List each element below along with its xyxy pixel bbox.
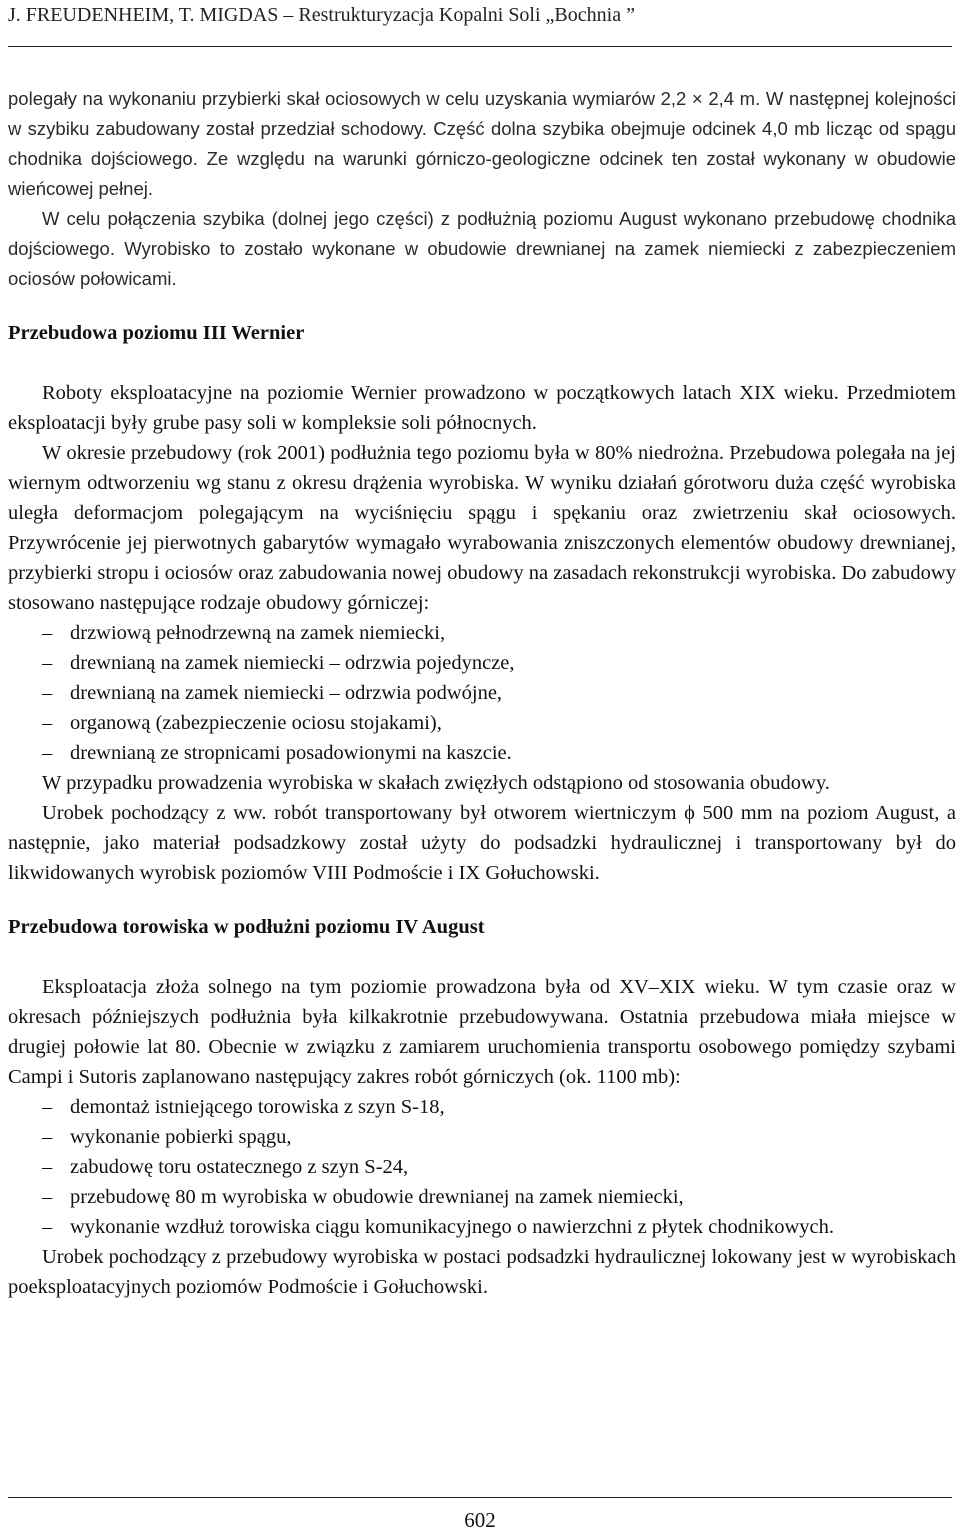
wernier-paragraph-3: W przypadku prowadzenia wyrobiska w skałach zwięzłych odstąpiono od stosowania obudowy. xyxy=(42,772,830,794)
dash-marker: – xyxy=(42,622,53,644)
august-paragraph-1: Eksploatacja złoża solnego na tym poziomie prowadzona była od XV–XIX wieku. W tym czasie oraz w okresach późniejszych podłużnia była kilkakrotnie przebudowywana. Ostatnia przebudowa miała miejsce w drugiej połowie lat 80. Obecnie w związku z zamiarem uruchomienia transportu osobowego pomiędzy szybami Campi i Sutoris zaplanowano następujący zakres robót górniczych (ok. 1100 mb): xyxy=(8,976,956,1088)
dash-marker: – xyxy=(42,652,53,674)
list-item: – zabudowę toru ostatecznego z szyn S-24, xyxy=(8,1152,956,1182)
list-item: – przebudowę 80 m wyrobiska w obudowie drewnianej na zamek niemiecki, xyxy=(8,1182,956,1212)
list-item: – drewnianą na zamek niemiecki – odrzwia pojedyncze, xyxy=(8,648,956,678)
wernier-paragraph-4: Urobek pochodzący z ww. robót transportowany był otworem wiertniczym ϕ 500 mm na poziom August, a następnie, jako materiał podsadzkowy został użyty do podsadzki hydraulicznej i transportowany był do likwidowanych wyrobisk poziomów VIII Podmoście i IX Gołuchowski. xyxy=(8,802,956,884)
list-item: – drewnianą ze stropnicami posadowionymi na kaszcie. xyxy=(8,738,956,768)
list-item: – wykonanie pobierki spągu, xyxy=(8,1122,956,1152)
section-heading-august: Przebudowa torowiska w podłużni poziomu IV August xyxy=(8,916,485,938)
header-rule xyxy=(8,46,952,47)
dash-marker: – xyxy=(42,1186,53,1208)
list-item: – wykonanie wzdłuż torowiska ciągu komunikacyjnego o nawierzchni z płytek chodnikowych. xyxy=(8,1212,956,1242)
page-body xyxy=(8,84,956,1302)
list-item: – drewnianą na zamek niemiecki – odrzwia podwójne, xyxy=(8,678,956,708)
dash-marker: – xyxy=(42,1126,53,1148)
dash-marker: – xyxy=(42,712,53,734)
running-header: J. FREUDENHEIM, T. MIGDAS – Restrukturyzacja Kopalni Soli „Bochnia ” xyxy=(8,4,635,26)
dash-marker: – xyxy=(42,742,53,764)
intro-paragraph-2: W celu połączenia szybika (dolnej jego części) z podłużnią poziomu August wykonano przebudowę chodnika dojściowego. Wyrobisko to zostało wykonane w obudowie drewnianej na zamek niemiecki z zabezpieczeniem ociosów połowicami. xyxy=(8,208,956,289)
dash-marker: – xyxy=(42,1156,53,1178)
wernier-paragraph-2: W okresie przebudowy (rok 2001) podłużnia tego poziomu była w 80% niedrożna. Przebudowa polegała na jej wiernym odtworzeniu wg stanu z okresu drążenia wyrobiska. W wyniku działań górotworu duża część wyrobiska uległa deformacjom polegającym na wyciśnięciu spągu i spękaniu oraz zwietrzeniu skał ociosowych. Przywrócenie jej pierwotnych gabarytów wymagało wyrabowania zniszczonych elementów obudowy drewnianej, przybierki stropu i ociosów oraz zabudowania nowej obudowy na zasadach rekonstrukcji wyrobiska. Do zabudowy stosowano następujące rodzaje obudowy górniczej: xyxy=(8,442,956,614)
page-number: 602 xyxy=(464,1508,496,1532)
wernier-support-list xyxy=(8,618,956,768)
list-item: – organową (zabezpieczenie ociosu stojakami), xyxy=(8,708,956,738)
list-item: – drzwiową pełnodrzewną na zamek niemiecki, xyxy=(8,618,956,648)
dash-marker: – xyxy=(42,1096,53,1118)
section-heading-wernier: Przebudowa poziomu III Wernier xyxy=(8,322,305,344)
dash-marker: – xyxy=(42,1216,53,1238)
august-works-list xyxy=(8,1092,956,1242)
intro-paragraph-1: polegały na wykonaniu przybierki skał ociosowych w celu uzyskania wymiarów 2,2 × 2,4 m. W następnej kolejności w szybiku zabudowany został przedział schodowy. Część dolna szybika obejmuje odcinek 4,0 mb licząc od spągu chodnika dojściowego. Ze względu na warunki górniczo-geologiczne odcinek ten został wykonany w obudowie wieńcowej pełnej. xyxy=(8,88,956,199)
list-item: – demontaż istniejącego torowiska z szyn S-18, xyxy=(8,1092,956,1122)
dash-marker: – xyxy=(42,682,53,704)
wernier-paragraph-1: Roboty eksploatacyjne na poziomie Wernier prowadzono w początkowych latach XIX wieku. Przedmiotem eksploatacji były grube pasy soli w kompleksie soli północnych. xyxy=(8,382,956,434)
august-paragraph-2: Urobek pochodzący z przebudowy wyrobiska w postaci podsadzki hydraulicznej lokowany jest w wyrobiskach poeksploatacyjnych poziomów Podmoście i Gołuchowski. xyxy=(8,1246,956,1298)
footer-rule xyxy=(8,1497,952,1498)
